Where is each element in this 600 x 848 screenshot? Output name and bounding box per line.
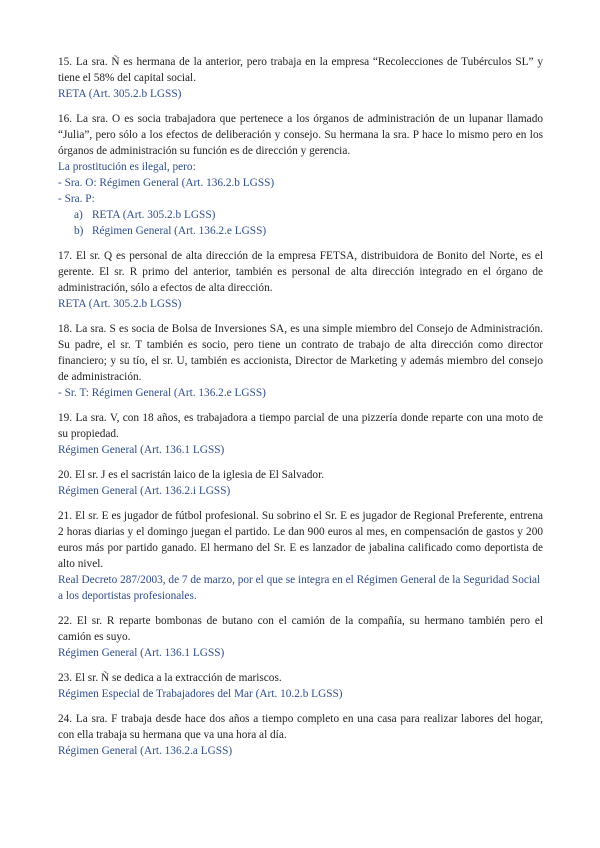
question-text: 17. El sr. Q es personal de alta dirección de la empresa FETSA, distribuidora de Bonito del Norte, es el gerente. El sr. R primo del anterior, también es personal de alta dirección integrado en el órgano de administración, sólo a efectos de alta dirección. xyxy=(58,250,543,294)
answer-text: Régimen General (Art. 136.2.a LGSS) xyxy=(58,745,233,757)
answer-text: Real Decreto 287/2003, de 7 de marzo, por el que se integra en el Régimen General de la Seguridad Social a los deportistas profesionales. xyxy=(58,574,541,602)
answer-sub-item xyxy=(58,223,543,239)
answer-text: RETA (Art. 305.2.b LGSS) xyxy=(58,298,182,310)
question-20 xyxy=(58,467,543,499)
question-19 xyxy=(58,410,543,458)
question-text: 23. El sr. Ñ se dedica a la extracción de mariscos. xyxy=(58,672,282,684)
question-16 xyxy=(58,111,543,239)
question-24 xyxy=(58,711,543,759)
sub-item-marker: a) xyxy=(74,209,83,221)
question-15 xyxy=(58,54,543,102)
document-page xyxy=(58,54,543,768)
answer-text: - Sr. T: Régimen General (Art. 136.2.e LGSS) xyxy=(58,387,266,399)
answer-text: Régimen General (Art. 136.1 LGSS) xyxy=(58,444,225,456)
question-text: 15. La sra. Ñ es hermana de la anterior, pero trabaja en la empresa “Recolecciones de Tubérculos SL” y tiene el 58% del capital social. xyxy=(58,56,543,84)
question-text: 16. La sra. O es socia trabajadora que pertenece a los órganos de administración de un lupanar llamado “Julia”, pero sólo a los efectos de deliberación y consejo. Su hermana la sra. P hace lo mismo pero en los órganos de administración su función es de dirección y gerencia. xyxy=(58,113,543,157)
answer-text: RETA (Art. 305.2.b LGSS) xyxy=(58,88,182,100)
question-text: 18. La sra. S es socia de Bolsa de Inversiones SA, es una simple miembro del Consejo de Administración. Su padre, el sr. T también es socio, pero tiene un contrato de trabajo de alta dirección como director financiero; y su tío, el sr. U, también es accionista, Director de Marketing y además miembro del consejo de administración. xyxy=(58,323,543,383)
answer-text: Régimen General (Art. 136.2.i LGSS) xyxy=(58,485,231,497)
question-22 xyxy=(58,613,543,661)
question-text: 19. La sra. V, con 18 años, es trabajadora a tiempo parcial de una pizzería donde reparte con una moto de su propiedad. xyxy=(58,412,543,440)
sub-item-marker: b) xyxy=(74,225,84,237)
sub-item-text: Régimen General (Art. 136.2.e LGSS) xyxy=(92,225,267,237)
answer-line: - Sra. P: xyxy=(58,193,95,205)
question-text: 22. El sr. R reparte bombonas de butano con el camión de la compañía, su hermano también pero el camión es suyo. xyxy=(58,615,543,643)
answer-text: Régimen General (Art. 136.1 LGSS) xyxy=(58,647,225,659)
question-21 xyxy=(58,508,543,604)
question-23 xyxy=(58,670,543,702)
answer-text: Régimen Especial de Trabajadores del Mar (Art. 10.2.b LGSS) xyxy=(58,688,343,700)
answer-line: - Sra. O: Régimen General (Art. 136.2.b LGSS) xyxy=(58,177,275,189)
question-17 xyxy=(58,248,543,312)
sub-item-text: RETA (Art. 305.2.b LGSS) xyxy=(92,209,216,221)
question-text: 20. El sr. J es el sacristán laico de la iglesia de El Salvador. xyxy=(58,469,325,481)
question-text: 21. El sr. E es jugador de fútbol profesional. Su sobrino el Sr. E es jugador de Regional Preferente, entrena 2 horas diarias y el domingo juegan el partido. Le dan 900 euros al mes, en compensación de gastos y 200 euros más por partido ganado. El hermano del Sr. E es lanzador de jabalina calificado como deportista de alto nivel. xyxy=(58,510,543,570)
answer-sub-item xyxy=(58,207,543,223)
question-18 xyxy=(58,321,543,401)
question-text: 24. La sra. F trabaja desde hace dos años a tiempo completo en una casa para realizar labores del hogar, con ella trabaja su hermana que va una hora al día. xyxy=(58,713,543,741)
answer-intro: La prostitución es ilegal, pero: xyxy=(58,161,196,173)
